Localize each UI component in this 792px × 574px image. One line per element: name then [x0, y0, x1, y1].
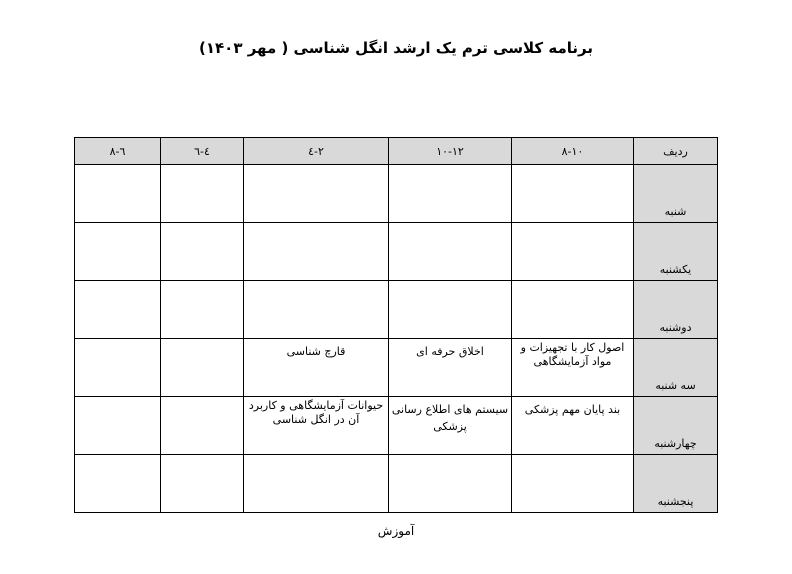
header-slot-10-12: ۱۰-۱۲: [389, 138, 512, 165]
class-cell: [161, 281, 244, 339]
class-cell: [244, 165, 389, 223]
class-cell: [244, 223, 389, 281]
class-cell: [161, 339, 244, 397]
day-label: چهارشنبه: [634, 397, 718, 455]
class-cell: سیستم های اطلاع رسانی پزشکی: [389, 397, 512, 455]
class-cell: [75, 223, 161, 281]
day-label: یکشنبه: [634, 223, 718, 281]
table-row: [75, 165, 718, 223]
class-cell: [75, 281, 161, 339]
class-cell: [75, 397, 161, 455]
class-cell: [512, 165, 634, 223]
day-label: پنجشنبه: [634, 455, 718, 513]
class-cell: [389, 455, 512, 513]
class-cell: [75, 455, 161, 513]
class-cell: [244, 455, 389, 513]
class-cell: بند پایان مهم پزشکی: [512, 397, 634, 455]
day-label: دوشنبه: [634, 281, 718, 339]
class-cell: [161, 455, 244, 513]
class-cell: [389, 281, 512, 339]
class-cell: [512, 281, 634, 339]
class-cell: [512, 223, 634, 281]
class-cell: [75, 165, 161, 223]
header-slot-4-6: ٤-٦: [161, 138, 244, 165]
class-cell: حیوانات آزمایشگاهی و کاربرد آن در انگل شناسی: [244, 397, 389, 455]
class-cell: [161, 223, 244, 281]
day-label: سه شنبه: [634, 339, 718, 397]
class-cell: اصول کار با تجهیزات و مواد آزمایشگاهی: [512, 339, 634, 397]
class-cell: [512, 455, 634, 513]
footer-text: آموزش: [377, 524, 415, 538]
table-row: [75, 281, 718, 339]
class-cell: قارچ شناسی: [244, 339, 389, 397]
day-label: شنبه: [634, 165, 718, 223]
table-row: [75, 223, 718, 281]
class-cell: [75, 339, 161, 397]
page-title: برنامه کلاسی ترم یک ارشد انگل شناسی ( مهر ۱۴۰۳): [199, 39, 593, 57]
table-row: [75, 339, 718, 397]
class-cell: [389, 223, 512, 281]
table-header-row: [75, 138, 718, 165]
header-slot-6-8: ٦-٨: [75, 138, 161, 165]
class-cell: اخلاق حرفه ای: [389, 339, 512, 397]
class-cell: [161, 165, 244, 223]
table-row: [75, 455, 718, 513]
table-row: [75, 397, 718, 455]
class-cell: [244, 281, 389, 339]
class-cell: [161, 397, 244, 455]
class-cell: [389, 165, 512, 223]
header-slot-8-10: ۸-۱۰: [512, 138, 634, 165]
header-row-label: ردیف: [634, 138, 718, 165]
header-slot-2-4: ۲-٤: [244, 138, 389, 165]
schedule-table: [74, 137, 718, 513]
